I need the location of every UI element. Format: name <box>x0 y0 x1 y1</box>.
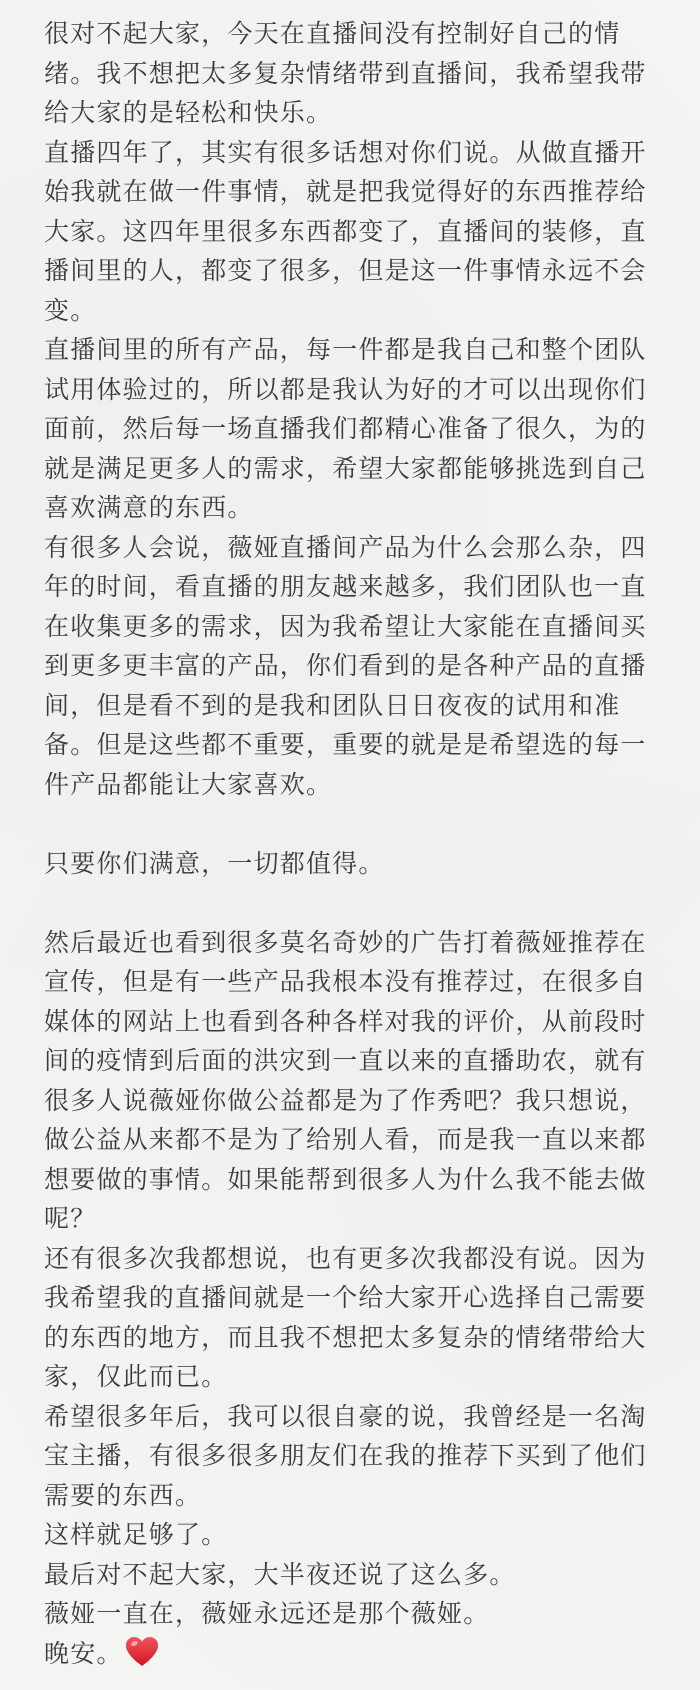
paragraph-products: 直播间里的所有产品，每一件都是我自己和整个团队试用体验过的，所以都是我认为好的才可以出现你们面前，然后每一场直播我们都精心准备了很久，为的就是满足更多人的需求，希望大家都能够挑选到自己喜欢满意的东西。 <box>44 335 647 522</box>
paragraph-apology: 很对不起大家，今天在直播间没有控制好自己的情绪。我不想把太多复杂情绪带到直播间，我希望我带给大家的是轻松和快乐。 <box>44 19 647 127</box>
heart-icon <box>125 1636 159 1680</box>
goodnight-text: 晚安。 <box>44 1638 123 1668</box>
paragraph-wanted-to-say: 还有很多次我都想说，也有更多次我都没有说。因为我希望我的直播间就是一个给大家开心选择自己需要的东西的地方，而且我不想把太多复杂的情绪带给大家，仅此而已。 <box>44 1243 647 1391</box>
paragraph-future-hope: 希望很多年后，我可以很自豪的说，我曾经是一名淘宝主播，有很多很多朋友们在我的推荐下买到了他们需要的东西。 <box>44 1401 647 1510</box>
paragraph-sorry-late: 最后对不起大家，大半夜还说了这么多。 <box>44 1559 516 1589</box>
paragraph-satisfied: 只要你们满意，一切都值得。 <box>44 848 385 878</box>
paragraph-ads-charity: 然后最近也看到很多莫名奇妙的广告打着薇娅推荐在宣传，但是有一些产品我根本没有推荐过，在很多自媒体的网站上也看到各种各样对我的评价，从前段时间的疫情到后面的洪灾到一直以来的直播助农，就有很多人说薇娅你做公益都是为了作秀吧？我只想说，做公益从来都不是为了给别人看，而是我一直以来都想要做的事情。如果能帮到很多人为什么我不能去做呢？ <box>44 927 647 1233</box>
paragraph-goodnight <box>44 1634 658 1680</box>
blank-line <box>44 883 658 923</box>
paragraph-variety: 有很多人会说，薇娅直播间产品为什么会那么杂，四年的时间，看直播的朋友越来越多，我们团队也一直在收集更多的需求，因为我希望让大家能在直播间买到更多更丰富的产品，你们看到的是各种产品的直播间，但是看不到的是我和团队日日夜夜的试用和准备。但是这些都不重要，重要的就是是希望选的每一件产品都能让大家喜欢。 <box>44 532 647 799</box>
paragraph-four-years: 直播四年了，其实有很多话想对你们说。从做直播开始我就在做一件事情，就是把我觉得好的东西推荐给大家。这四年里很多东西都变了，直播间的装修，直播间里的人，都变了很多，但是这一件事情永远不会变。 <box>44 137 647 325</box>
paragraph-enough: 这样就足够了。 <box>44 1520 228 1549</box>
blank-line <box>44 804 658 844</box>
paragraph-always-here: 薇娅一直在，薇娅永远还是那个薇娅。 <box>44 1599 490 1628</box>
